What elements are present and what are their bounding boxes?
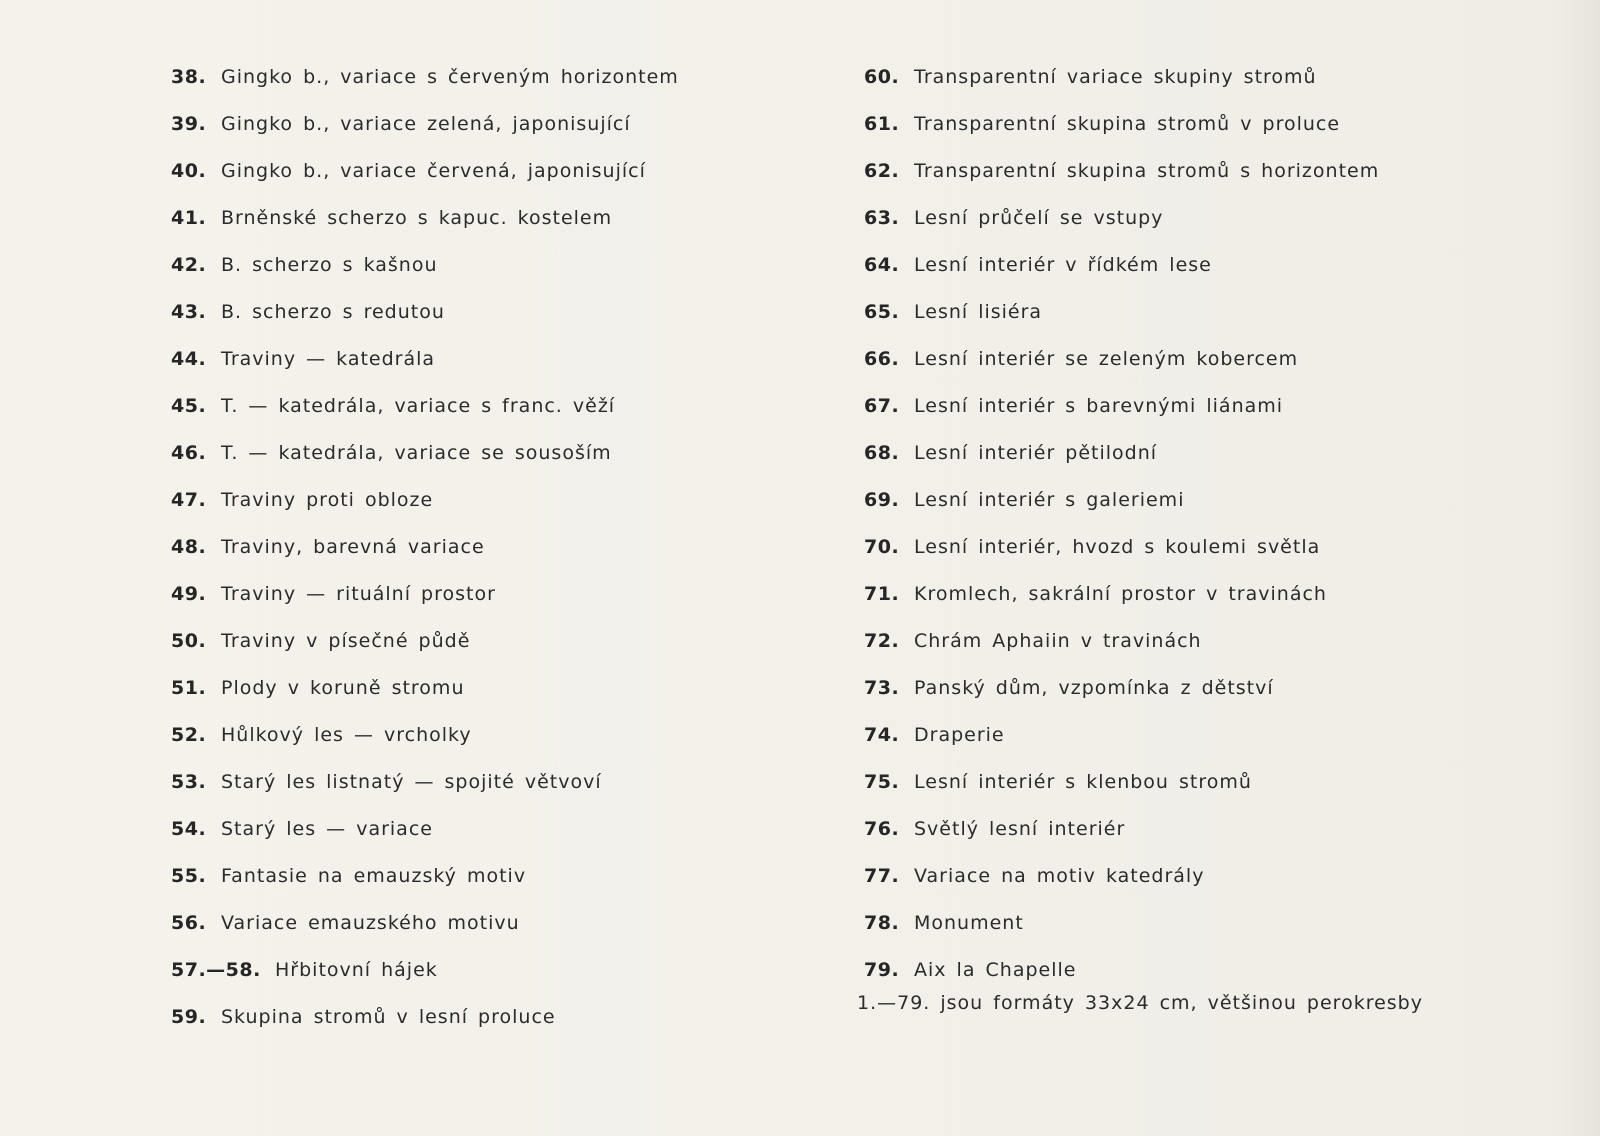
list-item xyxy=(171,852,811,899)
item-number: 49. xyxy=(171,582,207,605)
left-column-list xyxy=(171,53,811,1040)
list-item xyxy=(864,288,1564,335)
list-item xyxy=(864,570,1564,617)
item-number: 62. xyxy=(864,159,900,182)
list-item xyxy=(171,194,811,241)
list-item xyxy=(864,382,1564,429)
item-number: 52. xyxy=(171,723,207,746)
list-item xyxy=(171,664,811,711)
list-item xyxy=(171,335,811,382)
item-number: 68. xyxy=(864,441,900,464)
item-title: Transparentní skupina stromů v proluce xyxy=(914,112,1341,135)
list-item xyxy=(864,711,1564,758)
item-title: T. — katedrála, variace s franc. věží xyxy=(221,394,616,417)
list-item xyxy=(171,100,811,147)
item-number: 79. xyxy=(864,958,900,981)
item-title: Lesní interiér s barevnými liánami xyxy=(914,394,1284,417)
item-number: 75. xyxy=(864,770,900,793)
item-number: 38. xyxy=(171,65,207,88)
list-item xyxy=(171,805,811,852)
item-title: Gingko b., variace s červeným horizontem xyxy=(221,65,679,88)
item-title: Kromlech, sakrální prostor v travinách xyxy=(914,582,1327,605)
item-title: Monument xyxy=(914,911,1024,934)
item-title: Chrám Aphaiin v travinách xyxy=(914,629,1202,652)
item-title: Traviny — rituální prostor xyxy=(221,582,496,605)
item-number: 51. xyxy=(171,676,207,699)
item-number: 69. xyxy=(864,488,900,511)
item-title: Variace emauzského motivu xyxy=(221,911,520,934)
item-title: Aix la Chapelle xyxy=(914,958,1077,981)
item-title: Světlý lesní interiér xyxy=(914,817,1126,840)
list-item xyxy=(171,899,811,946)
list-item xyxy=(171,288,811,335)
item-number: 67. xyxy=(864,394,900,417)
item-number: 71. xyxy=(864,582,900,605)
list-item xyxy=(171,523,811,570)
item-title: Gingko b., variace červená, japonisující xyxy=(221,159,646,182)
item-number: 57.—58. xyxy=(171,958,261,981)
item-number: 77. xyxy=(864,864,900,887)
item-title: Traviny — katedrála xyxy=(221,347,436,370)
item-number: 43. xyxy=(171,300,207,323)
item-title: Variace na motiv katedrály xyxy=(914,864,1205,887)
item-number: 40. xyxy=(171,159,207,182)
item-title: Lesní interiér s galeriemi xyxy=(914,488,1185,511)
item-number: 56. xyxy=(171,911,207,934)
item-number: 61. xyxy=(864,112,900,135)
item-number: 78. xyxy=(864,911,900,934)
list-item xyxy=(864,241,1564,288)
item-number: 45. xyxy=(171,394,207,417)
item-title: Skupina stromů v lesní proluce xyxy=(221,1005,556,1028)
item-number: 48. xyxy=(171,535,207,558)
item-title: Draperie xyxy=(914,723,1005,746)
item-number: 44. xyxy=(171,347,207,370)
item-number: 47. xyxy=(171,488,207,511)
item-title: Lesní interiér v řídkém lese xyxy=(914,253,1212,276)
item-number: 60. xyxy=(864,65,900,88)
list-item xyxy=(171,993,811,1040)
item-title: Transparentní skupina stromů s horizontem xyxy=(914,159,1380,182)
item-title: Fantasie na emauzský motiv xyxy=(221,864,527,887)
item-number: 39. xyxy=(171,112,207,135)
item-title: Starý les listnatý — spojité větvoví xyxy=(221,770,602,793)
list-item xyxy=(864,946,1564,993)
item-title: Lesní interiér, hvozd s koulemi světla xyxy=(914,535,1321,558)
list-item xyxy=(864,758,1564,805)
list-item xyxy=(864,523,1564,570)
list-item xyxy=(864,852,1564,899)
list-item xyxy=(171,476,811,523)
item-title: Lesní interiér se zeleným kobercem xyxy=(914,347,1299,370)
item-number: 70. xyxy=(864,535,900,558)
item-title: Traviny, barevná variace xyxy=(221,535,485,558)
item-title: B. scherzo s kašnou xyxy=(221,253,438,276)
list-item xyxy=(864,617,1564,664)
list-item xyxy=(864,476,1564,523)
format-footnote: 1.—79. jsou formáty 33x24 cm, většinou perokresby xyxy=(857,992,1423,1014)
item-number: 59. xyxy=(171,1005,207,1028)
item-number: 42. xyxy=(171,253,207,276)
item-number: 41. xyxy=(171,206,207,229)
item-number: 55. xyxy=(171,864,207,887)
list-item xyxy=(171,241,811,288)
list-item xyxy=(864,335,1564,382)
item-number: 64. xyxy=(864,253,900,276)
list-item xyxy=(171,946,811,993)
item-title: B. scherzo s redutou xyxy=(221,300,445,323)
item-number: 65. xyxy=(864,300,900,323)
list-item xyxy=(171,617,811,664)
item-number: 54. xyxy=(171,817,207,840)
list-item xyxy=(171,382,811,429)
item-number: 50. xyxy=(171,629,207,652)
item-number: 53. xyxy=(171,770,207,793)
item-title: T. — katedrála, variace se sousoším xyxy=(221,441,612,464)
list-item xyxy=(864,147,1564,194)
list-item xyxy=(171,711,811,758)
item-title: Hůlkový les — vrcholky xyxy=(221,723,472,746)
item-title: Brněnské scherzo s kapuc. kostelem xyxy=(221,206,613,229)
item-title: Gingko b., variace zelená, japonisující xyxy=(221,112,631,135)
list-item xyxy=(171,758,811,805)
item-number: 63. xyxy=(864,206,900,229)
list-item xyxy=(864,805,1564,852)
list-item xyxy=(864,53,1564,100)
list-item xyxy=(864,664,1564,711)
item-title: Lesní lisiéra xyxy=(914,300,1043,323)
item-title: Lesní průčelí se vstupy xyxy=(914,206,1164,229)
item-title: Lesní interiér s klenbou stromů xyxy=(914,770,1252,793)
item-title: Traviny proti obloze xyxy=(221,488,434,511)
list-item xyxy=(864,899,1564,946)
item-number: 76. xyxy=(864,817,900,840)
item-number: 73. xyxy=(864,676,900,699)
item-title: Panský dům, vzpomínka z dětství xyxy=(914,676,1274,699)
item-title: Starý les — variace xyxy=(221,817,433,840)
item-number: 46. xyxy=(171,441,207,464)
item-title: Lesní interiér pětilodní xyxy=(914,441,1158,464)
right-column-list xyxy=(864,53,1564,993)
item-title: Transparentní variace skupiny stromů xyxy=(914,65,1317,88)
list-item xyxy=(171,147,811,194)
item-number: 74. xyxy=(864,723,900,746)
item-number: 72. xyxy=(864,629,900,652)
list-item xyxy=(171,53,811,100)
list-item xyxy=(171,570,811,617)
list-item xyxy=(864,194,1564,241)
list-item xyxy=(171,429,811,476)
item-title: Plody v koruně stromu xyxy=(221,676,465,699)
item-title: Traviny v písečné půdě xyxy=(221,629,471,652)
item-title: Hřbitovní hájek xyxy=(275,958,438,981)
list-item xyxy=(864,429,1564,476)
item-number: 66. xyxy=(864,347,900,370)
list-item xyxy=(864,100,1564,147)
